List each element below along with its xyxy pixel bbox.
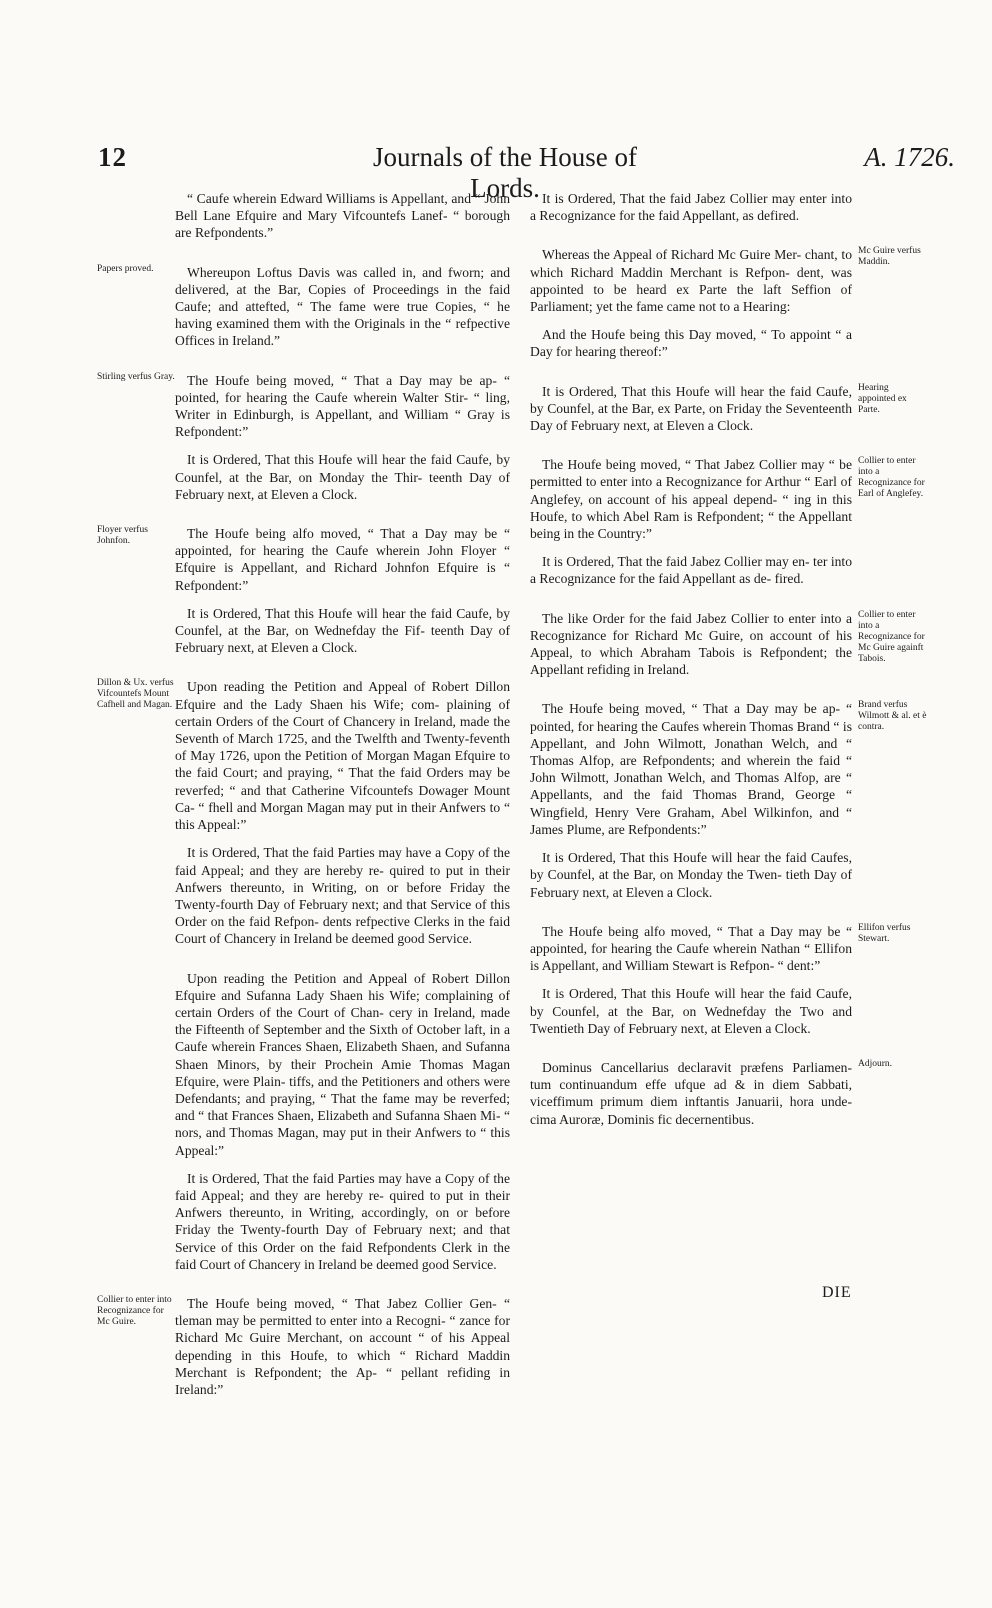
marginal-note: Collier to enter into a Recognizance for Mc Guire againft Tabois. [858,609,925,664]
entry-paragraph: The Houfe being moved, “ That Jabez Collier Gen- “ tleman may be permitted to enter into a Recogni- “ zance for Richard Mc Guire Merchant, on account “ of his Appeal depending in this Houfe, to which “ Richard Maddin Merchant is Refpondent; the Ap- “ pellant refiding in Ireland:” [175,1295,510,1397]
marginal-note: Brand verfus Wilmott & al. et è contra. [858,700,927,733]
entry-block [530,456,925,587]
entry-paragraph: It is Ordered, That the faid Jabez Collier may en- ter into a Recognizance for the faid Appellant as de- fired. [530,554,852,587]
entry-block [97,678,510,947]
entry-paragraph: It is Ordered, That the faid Parties may have a Copy of the faid Appeal; and they are hereby re- quired to put in their Anfwers thereunto, in Writing, on or before Friday the Twenty-fourth Day of February next; and that Service of this Order on the faid Refpon- dents refpective Clerks in the faid Court of Chancery in Ireland be deemed good Service. [175,845,510,947]
entry-block [175,190,510,242]
entry-block [97,263,510,350]
marginal-note: Collier to enter into Recognizance for Mc Guire. [97,1294,172,1327]
entry-paragraph: Whereas the Appeal of Richard Mc Guire Mer- chant, to which Richard Maddin Merchant is Refpon- dent, was appointed to be heard ex Parte the laft Seffion of Parliament; yet the fame came not to a Hearing: [530,247,852,315]
entry-block [530,246,921,360]
entry-paragraph: The Houfe being moved, “ That a Day may be ap- “ pointed, for hearing the Caufe wherein Walter Stir- “ ling, Writer in Edinburgh, is Appellant, and William “ Gray is Refpondent:” [175,372,510,440]
entry-paragraph: Whereupon Loftus Davis was called in, and fworn; and delivered, at the Bar, Copies of Proceedings in the faid Caufe; and attefted, “ The fame were true Copies, “ he having examined them with the Originals in the “ refpective Offices in Ireland.” [175,264,510,349]
page-year: A. 1726. [864,142,955,172]
entry-paragraph: The Houfe being moved, “ That Jabez Collier may “ be permitted to enter into a Recognizance for Arthur “ Earl of Anglefey, on account of his appeal depend- “ ing in this Houfe, to which Abel Ram is Refpondent; “ the Appellant being in the Country:” [530,457,852,542]
right-column [530,190,927,1150]
marginal-note: Hearing appointed ex Parte. [858,382,907,415]
entry-block [530,609,925,679]
entry-block [530,382,907,435]
entry-paragraph: The Houfe being alfo moved, “ That a Day may be “ appointed, for hearing the Caufe wherein Nathan “ Ellifon is Appellant, and William Stewart is Refpon- “ dent:” [530,923,852,974]
marginal-note: Adjourn. [858,1058,893,1069]
entry-block [97,525,510,656]
entry-block [97,1294,510,1398]
entry-paragraph: It is Ordered, That this Houfe will hear the faid Caufe, by Counfel, at the Bar, on Wednefday the Two and Twentieth Day of February next, at Eleven a Clock. [530,986,852,1036]
entry-paragraph: It is Ordered, That this Houfe will hear the faid Caufe, by Counfel, at the Bar, on Wednefday the Fif- teenth Day of February next, at Eleven a Clock. [175,605,510,656]
page-title: Journals of the House of Lords. [373,142,637,203]
marginal-note: Stirling verfus Gray. [97,371,175,382]
entry-paragraph: It is Ordered, That this Houfe will hear the faid Caufe, by Counfel, at the Bar, on Monday the Thir- teenth Day of February next, at Eleven a Clock. [175,452,510,502]
page-number: 12 [98,142,127,172]
entry-paragraph: It is Ordered, That this Houfe will hear the faid Caufe, by Counfel, at the Bar, ex Parte, on Friday the Seventeenth Day of February next, at Eleven a Clock. [530,383,852,434]
entry-paragraph: The Houfe being moved, “ That a Day may be ap- “ pointed, for hearing the Caufes wherein Thomas Brand “ is Appellant, and John Wilmott, Jonathan Welch, and “ Thomas Alfop, are Refpondents; and wherein the faid “ John Wilmott, Jonathan Welch, and Thomas Alfop, are “ Appellants, and the faid Thomas Brand, George “ Wingfield, Henry Vere Graham, Abel Wilkinfon, and “ James Plume, are Refpondents:” [530,701,852,837]
entry-paragraph: It is Ordered, That the faid Parties may have a Copy of the faid Appeal; and they are hereby re- quired to put in their Anfwers thereunto, in Writing, accordingly, on or before Friday the Twenty-fourth Day of February next; and that Service of this Order on the faid Refpondents Clerk in the faid Court of Chancery in Ireland be deemed good Service. [175,1170,510,1272]
entry-block [530,922,911,1037]
marginal-note: Collier to enter into a Recognizance for Earl of Anglefey. [858,456,925,500]
entry-paragraph: Upon reading the Petition and Appeal of Robert Dillon Efquire and the Lady Shaen his Wife; com- plaining of certain Orders of the Court of Chancery in Ireland, made the Seventh of March 1725, and the Twelfth and Twenty-feventh of May 1726, upon the Petition of Morgan Magan Efquire to the faid Court; and praying, “ That the faid Orders may be reverfed; “ and that Catherine Vifcountefs Dowager Mount Ca- “ fhell and Morgan Magan may put in their Anfwers to “ this Appeal:” [175,679,510,833]
entry-paragraph: Upon reading the Petition and Appeal of Robert Dillon Efquire and Sufanna Lady Shaen his Wife; complaining of certain Orders of the Court of Chan- cery in Ireland, made the Fifteenth of September and the Sixth of October laft, in a Caufe wherein Frances Shaen, Elizabeth Shaen, and Sufanna Shaen Minors, by their Prochein Amie Thomas Magan Efquire, were Plain- tiffs, and the Petitioners and others were Defendants; and praying, “ That the fame may be reverfed; and “ that Frances Shaen, Elizabeth and Sufanna Shaen Mi- “ nors, and Thomas Magan, may put in their Anfwers to “ this Appeal:” [175,970,510,1158]
marginal-note: Ellifon verfus Stewart. [858,922,911,944]
entry-paragraph: “ Caufe wherein Edward Williams is Appellant, and “ John Bell Lane Efquire and Mary Vifcountefs Lanef- “ borough are Refpondents.” [175,191,510,241]
entry-block [530,1058,893,1128]
entry-paragraph: It is Ordered, That this Houfe will hear the faid Caufes, by Counfel, at the Bar, on Monday the Twen- tieth Day of February next, at Eleven a Clock. [530,850,852,900]
left-column [97,190,510,1420]
entry-block [97,371,510,503]
entry-paragraph: The like Order for the faid Jabez Collier to enter into a Recognizance for Richard Mc Guire, on account of his Appeal, to which Abraham Tabois is Refpondent; the Appellant refiding in Ireland. [530,610,852,678]
entry-paragraph: Dominus Cancellarius declaravit præfens Parliamen- tum continuandum effe ufque ad & in diem Sabbati, viceffimum primum diem inftantis Januarii, hora unde- cima Auroræ, Dominis fic decernentibus. [530,1059,852,1127]
marginal-note: Papers proved. [97,263,154,274]
entry-paragraph: The Houfe being alfo moved, “ That a Day may be “ appointed, for hearing the Caufe wherein John Floyer “ Efquire is Appellant, and Richard Johnfon Efquire is “ Refpondent:” [175,526,510,593]
marginal-note: Mc Guire verfus Maddin. [858,246,921,268]
entry-block [530,190,852,224]
entry-paragraph: And the Houfe being this Day moved, “ To appoint “ a Day for hearing thereof:” [530,327,852,360]
marginal-note: Floyer verfus Johnfon. [97,525,148,547]
entry-block [530,700,927,900]
catchword: DIE [822,1284,852,1301]
marginal-note: Dillon & Ux. verfus Vifcountefs Mount Cafhell and Magan. [97,678,174,711]
entry-block [175,970,510,1273]
entry-paragraph: It is Ordered, That the faid Jabez Collier may enter into a Recognizance for the faid Appellant, as defired. [530,191,852,224]
